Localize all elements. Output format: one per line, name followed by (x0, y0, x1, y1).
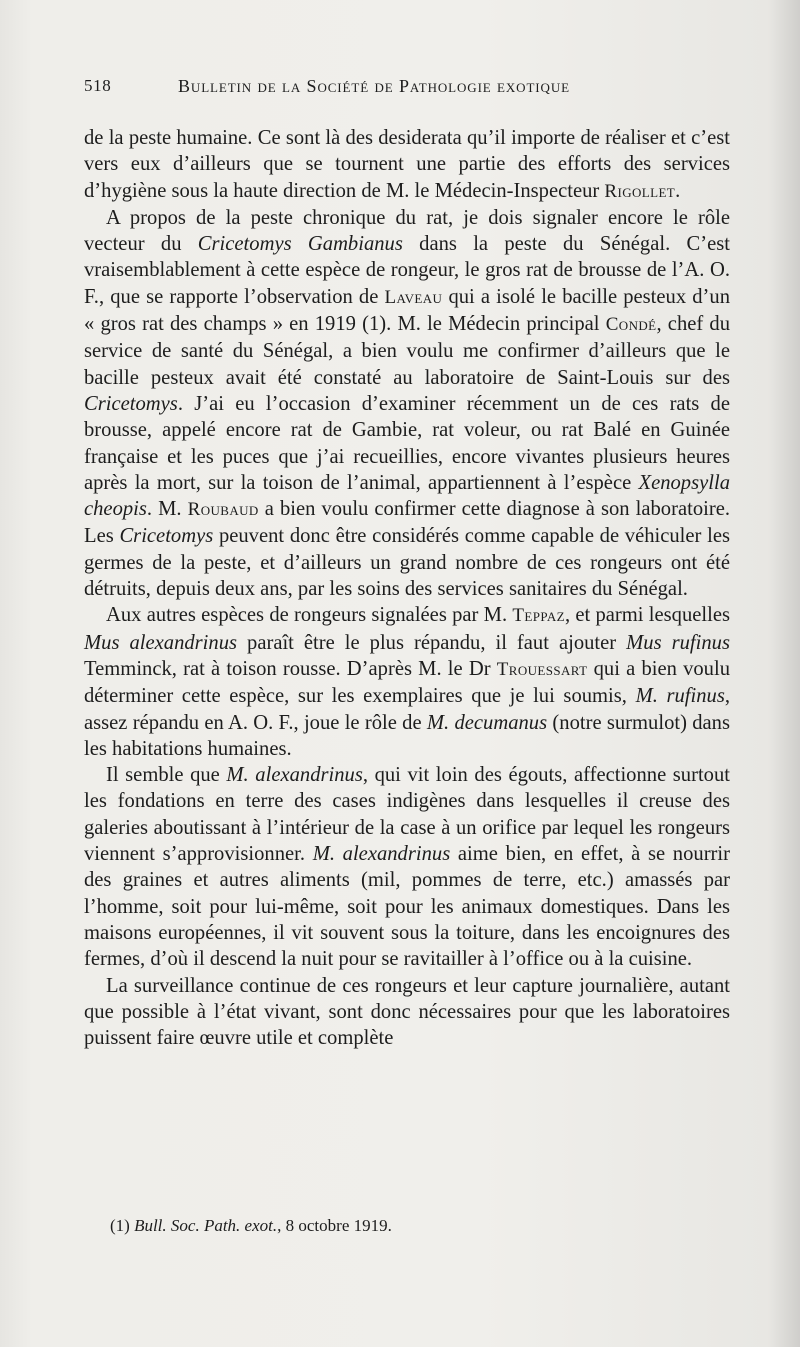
italic-term: Xenopsylla cheopis (84, 471, 730, 521)
italic-term: Cricetomys Gambianus (197, 233, 403, 256)
text-run: paraît être le plus répandu, il faut ajouter (237, 631, 627, 654)
italic-term: M. decumanus (426, 711, 548, 734)
italic-term: Mus rufinus (626, 631, 730, 654)
paragraph (84, 602, 730, 762)
text-run: , et parmi lesquelles (564, 604, 731, 627)
text-run: peuvent donc être considérés comme capable de véhiculer les germes de la peste, et d’ailleurs un grand nombre de ces rongeurs ont été détruits, depuis deux ans, par les soins des services sanitaires du Sénégal. (84, 525, 730, 601)
text-run: Il semble que (106, 764, 227, 787)
author-name: Condé (605, 314, 657, 336)
footnote-source: Bull. Soc. Path. exot. (134, 1216, 278, 1235)
footnote-marker: (1) (110, 1216, 135, 1235)
text-run: . M. (146, 498, 188, 521)
paragraph (84, 762, 730, 972)
italic-term: M. alexandrinus (312, 843, 451, 866)
text-run: , chef du service de santé du Sénégal, a bien voulu me confirmer d’ailleurs que le bacille pesteux avait été constaté au laboratoire de Saint-Louis sur des (84, 313, 731, 389)
author-name: Roubaud (187, 499, 259, 521)
text-run: Temminck, rat à toison rousse. D’après M. le Dr (84, 657, 497, 680)
italic-term: M. rufinus (635, 685, 725, 708)
author-name: Trouessart (496, 658, 588, 680)
author-name: Rigollet (604, 180, 676, 202)
text-run: qui a bien voulu déterminer cette espèce, sur les exemplaires que je lui soumis, (84, 657, 730, 708)
text-run: . J’ai eu l’occasion d’examiner récemment un de ces rats de brousse, appelé encore rat de Gambie, rat voleur, ou rat Balé en Guinée française et les puces que j’ai recueillies, encore vivantes plusieurs heures après la mort, sur la toison de l’animal, appartiennent à l’espèce (84, 392, 730, 494)
body-text (84, 125, 730, 1051)
paragraph (84, 973, 730, 1052)
text-run: , assez répandu en A. O. F., joue le rôle de (84, 685, 730, 734)
footnote (110, 1215, 710, 1237)
text-run: qui a isolé le bacille pesteux d’un « gros rat des champs » en 1919 (1). M. le Médecin principal (84, 285, 731, 336)
text-run: a bien voulu confirmer cette diagnose à son laboratoire. Les (84, 498, 730, 548)
text-run: A propos de la peste chronique du rat, je dois signaler encore le rôle vecteur du (84, 206, 730, 256)
italic-term: Cricetomys (84, 392, 178, 415)
paragraph (84, 205, 730, 602)
text-run: aime bien, en effet, à se nourrir des graines et autres aliments (mil, pommes de terre, etc.) amassés par l’homme, soit pour lui-même, soit pour les animaux domestiques. Dans les maisons européennes, il vit souvent sous la toiture, dans les encoignures des fermes, d’où il descend la nuit pour se ravitailler à l’office ou à la cuisine. (84, 843, 730, 971)
text-run: , qui vit loin des égouts, affectionne surtout les fondations en terre des cases indigènes dans lesquelles il creuse des galeries aboutissant à l’intérieur de la case à un orifice par lequel les rongeurs viennent s’approvisionner. (84, 764, 730, 866)
text-run: de la peste humaine. Ce sont là des desiderata qu’il importe de réaliser et c’est vers eux d’ailleurs que se tournent une partie des efforts des services d’hygiène sous la haute direction de M. le Médecin-Inspecteur (84, 127, 730, 202)
text-run: . (675, 179, 681, 202)
italic-term: Mus alexandrinus (84, 631, 238, 654)
text-run: La surveillance continue de ces rongeurs et leur capture journalière, autant que possible à l’état vivant, sont donc nécessaires pour que les laboratoires puissent faire œuvre utile et complète (84, 974, 730, 1050)
footnote-text: , 8 octobre 1919. (277, 1216, 392, 1235)
paragraph (84, 125, 730, 205)
running-title: Bulletin de la Société de Pathologie exotique (178, 76, 570, 96)
author-name: Laveau (384, 286, 443, 308)
page-header (84, 76, 728, 102)
text-run: Aux autres espèces de rongeurs signalées par M. (106, 604, 513, 627)
text-run: dans la peste du Sénégal. C’est vraisemblablement à cette espèce de rongeur, le gros rat de brousse de l’A. O. F., que se rapporte l’observation de (84, 233, 730, 308)
text-run: (notre surmulot) dans les habitations humaines. (84, 711, 730, 760)
italic-term: M. alexandrinus (226, 764, 363, 787)
author-name: Teppaz (512, 605, 565, 627)
italic-term: Cricetomys (119, 525, 214, 548)
page-number: 518 (84, 76, 112, 95)
